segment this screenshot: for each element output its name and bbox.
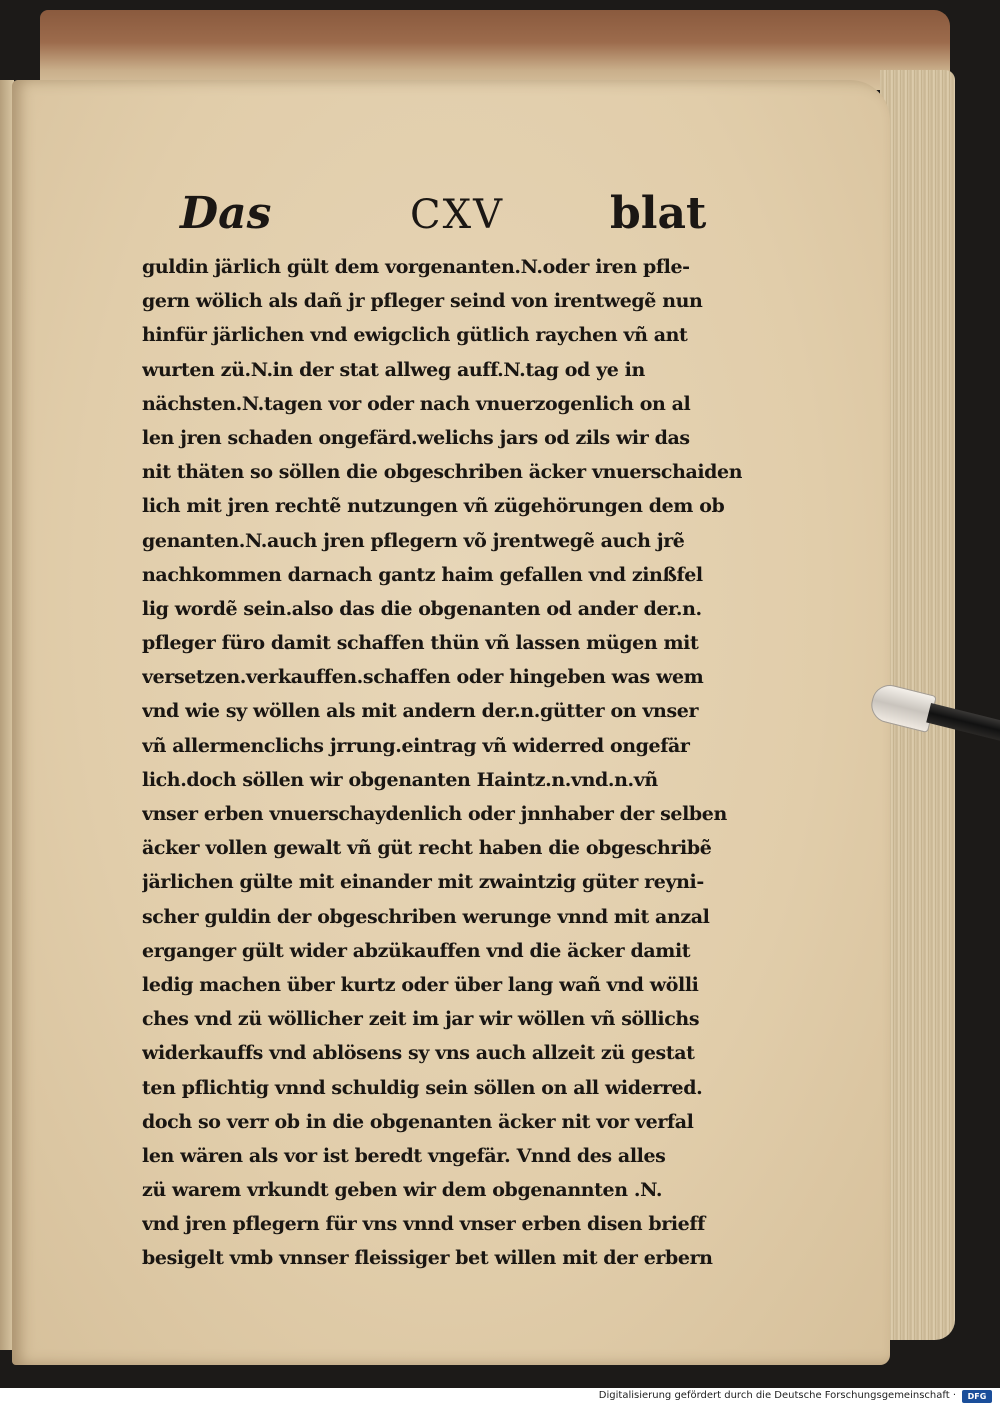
text-line: järlichen gülte mit einander mit zwaintzig güter reyni- [142, 871, 704, 894]
folio-number: CXV [410, 192, 504, 238]
text-line: ches vnd zü wöllicher zeit im jar wir wöllen vñ söllichs [142, 1008, 700, 1031]
page-header [180, 188, 707, 248]
text-line: lich mit jren rechtẽ nutzungen vñ zügehörungen dem ob [142, 495, 725, 518]
text-line: len jren schaden ongefärd.welichs jars od zils wir das [142, 426, 690, 449]
text-line: wurten zü.N.in der stat allweg auff.N.tag od ye in [142, 358, 645, 381]
text-line: versetzen.verkauffen.schaffen oder hingeben was wem [142, 666, 704, 689]
text-line: zü warem vrkundt geben wir dem obgenannten .N. [142, 1179, 663, 1202]
text-line: vnser erben vnuerschaydenlich oder jnnhaber der selben [142, 803, 727, 825]
header-right: blat [610, 188, 707, 239]
text-line: nachkommen darnach gantz haim gefallen vnd zinßfel [142, 563, 703, 586]
book-top-edge [40, 10, 950, 90]
text-line: nächsten.N.tagen vor oder nach vnuerzogenlich on al [142, 392, 691, 415]
text-line: doch so verr ob in die obgenanten äcker nit vor verfal [142, 1110, 694, 1133]
text-line: erganger gült wider abzükauffen vnd die äcker damit [142, 939, 691, 962]
text-line: besigelt vmb vnnser fleissiger bet willen mit der erbern [142, 1247, 713, 1270]
text-line: guldin järlich gült dem vorgenanten.N.oder iren pfle- [142, 256, 690, 278]
text-line: lich.doch söllen wir obgenanten Haintz.n.vnd.n.vñ [142, 768, 658, 791]
header-left: Das [180, 188, 272, 239]
dfg-logo-icon: DFG [962, 1390, 992, 1403]
text-line: ten pflichtig vnnd schuldig sein söllen on all widerred. [142, 1076, 703, 1099]
text-line: nit thäten so söllen die obgeschriben äcker vnuerschaiden [142, 461, 742, 484]
body-text [142, 250, 742, 1276]
text-line: hinfür järlichen vnd ewigclich gütlich raychen vñ ant [142, 324, 688, 347]
text-line: pfleger füro damit schaffen thün vñ lassen mügen mit [142, 632, 699, 655]
text-line: äcker vollen gewalt vñ güt recht haben die obgeschribẽ [142, 837, 712, 860]
text-line: lig wordẽ sein.also das die obgenanten od ander der.n. [142, 597, 702, 620]
footer-bar [0, 1388, 1000, 1406]
text-line: ledig machen über kurtz oder über lang wañ vnd wölli [142, 973, 699, 996]
text-line: vnd wie sy wöllen als mit andern der.n.gütter on vnser [142, 700, 699, 723]
text-line: widerkauffs vnd ablösens sy vns auch allzeit zü gestat [142, 1042, 695, 1065]
text-line: genanten.N.auch jren pflegern võ jrentwegẽ auch jrẽ [142, 529, 685, 552]
text-line: scher guldin der obgeschriben werunge vnnd mit anzal [142, 905, 710, 928]
text-line: vñ allermenclichs jrrung.eintrag vñ widerred ongefär [142, 734, 690, 757]
text-line: len wären als vor ist beredt vngefär. Vnnd des alles [142, 1144, 666, 1167]
text-line: vnd jren pflegern für vns vnnd vnser erben disen brieff [142, 1213, 705, 1236]
text-line: gern wölich als dañ jr pfleger seind von irentwegẽ nun [142, 290, 703, 313]
digitization-credit: Digitalisierung gefördert durch die Deutsche Forschungsgemeinschaft · [598, 1390, 956, 1401]
